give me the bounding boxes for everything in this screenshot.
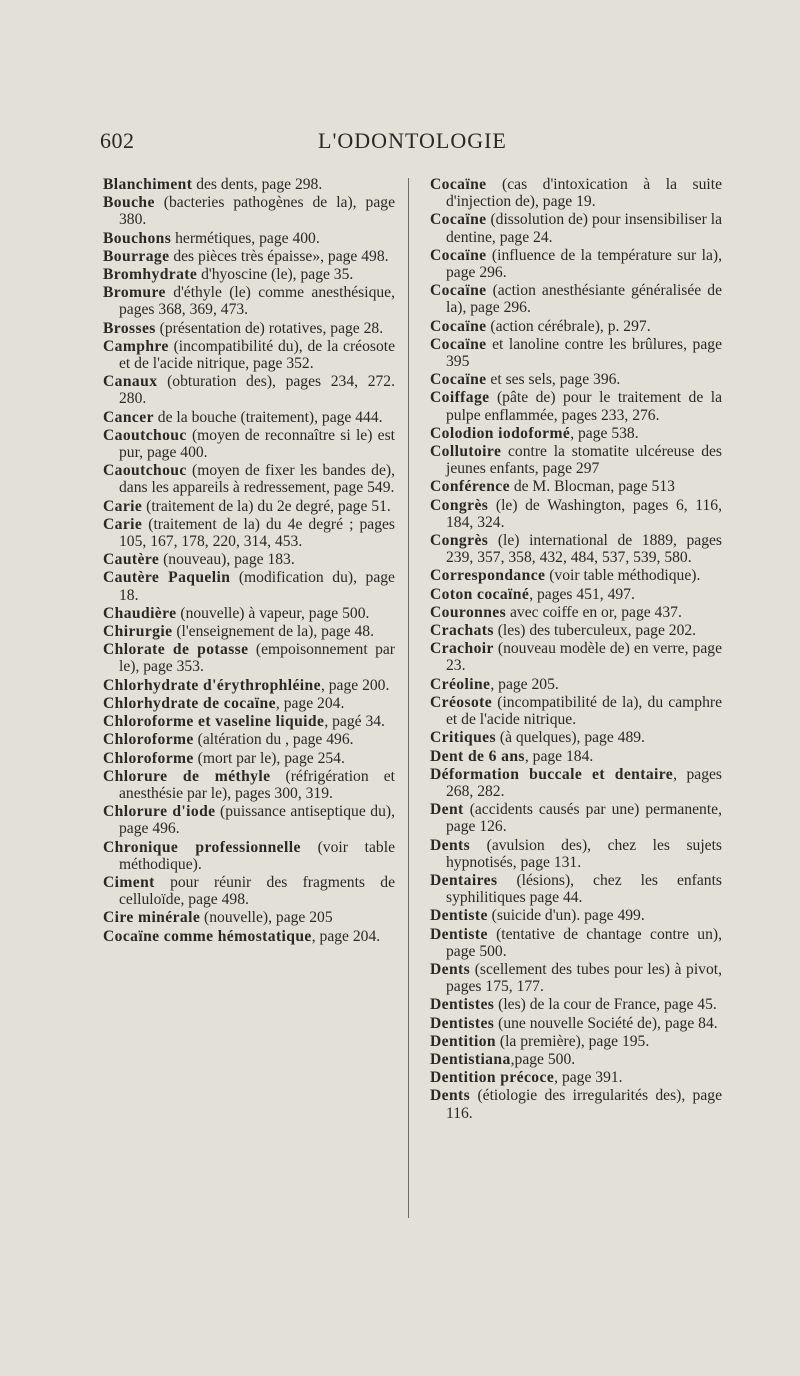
index-term: Dentaires: [430, 871, 498, 889]
index-entry: [103, 623, 395, 640]
index-entry: [430, 176, 722, 210]
index-entry: [430, 801, 722, 835]
index-reference: de la bouche (traitement), page 444.: [153, 408, 383, 426]
index-entry: [103, 248, 395, 265]
index-entry: [103, 176, 395, 193]
index-reference: (action cérébrale), p. 297.: [486, 317, 651, 335]
index-term: Caoutchouc: [103, 462, 187, 480]
index-reference: (suicide d'un). page 499.: [487, 907, 645, 925]
index-term: Cire minérale: [103, 909, 201, 927]
index-reference: d'éthyle (le) comme anesthésique, pages 368, 369, 473.: [119, 284, 395, 319]
index-reference: (incompatibilité du), de la créosote et de l'acide nitrique, page 352.: [119, 337, 395, 373]
index-reference: de M. Blocman, page 513: [509, 478, 675, 496]
index-term: Cocaïne: [430, 282, 487, 300]
index-reference: , page 205.: [490, 675, 559, 693]
index-term: Cocaïne comme hémostatique: [103, 927, 312, 945]
index-term: Brosses: [103, 319, 156, 337]
index-reference: ,page 500.: [510, 1050, 576, 1068]
running-title: L'ODONTOLOGIE: [318, 128, 507, 153]
index-reference: (lésions), chez les enfants syphilitiques page 44.: [446, 871, 722, 907]
index-entry: [430, 907, 722, 924]
index-reference: (traitement de la) du 2e degré, page 51.: [142, 497, 391, 515]
index-entry: [430, 694, 722, 728]
index-term: Chlorhydrate de cocaïne: [103, 694, 276, 712]
index-term: Chronique professionnelle: [103, 838, 301, 856]
index-term: Bouchons: [103, 229, 172, 247]
index-term: Congrès: [430, 532, 489, 550]
index-term: Dent: [430, 801, 464, 819]
index-term: Coiffage: [430, 389, 490, 407]
index-entry: [103, 713, 395, 730]
index-term: Dentistiana: [430, 1050, 511, 1068]
index-term: Camphre: [103, 337, 169, 355]
index-term: Chlorure d'iode: [103, 803, 216, 821]
index-reference: (voir table méthodique).: [119, 838, 395, 873]
index-entry: [103, 498, 395, 515]
index-entry: [430, 247, 722, 281]
index-term: Dent de 6 ans: [430, 747, 525, 765]
index-reference: d'hyoscine (le), page 35.: [197, 266, 354, 284]
index-reference: (nouveau), page 183.: [159, 551, 295, 569]
index-reference: (étiologie des irregularités des), page 116.: [446, 1087, 722, 1122]
index-term: Chloroforme et vaseline liquide: [103, 713, 325, 731]
index-entry: [430, 336, 722, 370]
index-entry: [430, 1051, 722, 1068]
index-entry: [103, 230, 395, 247]
index-reference: (accidents causés par une) permanente, page 126.: [446, 801, 722, 836]
index-reference: (le) de Washington, pages 6, 116, 184, 324.: [446, 496, 722, 531]
index-term: Chlorure de méthyle: [103, 767, 271, 785]
index-entry: [430, 478, 722, 495]
index-entry: [103, 569, 395, 603]
index-reference: (l'enseignement de la), page 48.: [172, 623, 374, 641]
index-reference: pour réunir des fragments de celluloïde, page 498.: [119, 873, 395, 909]
index-term: Crachoir: [430, 640, 494, 658]
index-entry: [103, 320, 395, 337]
index-entry: [430, 640, 722, 674]
page-header: [0, 128, 800, 168]
index-reference: hermétiques, page 400.: [171, 229, 320, 247]
index-entry: [430, 371, 722, 388]
index-term: Bromhydrate: [103, 266, 198, 284]
index-entry: [103, 695, 395, 712]
index-reference: (traitement de la) du 4e degré ; pages 105, 167, 178, 220, 314, 453.: [119, 515, 395, 551]
index-entry: [103, 462, 395, 496]
index-term: Cautère Paquelin: [103, 569, 231, 587]
index-entry: [430, 766, 722, 800]
index-entry: [103, 677, 395, 694]
index-entry: [430, 443, 722, 477]
index-term: Bourrage: [103, 247, 170, 265]
index-entry: [103, 750, 395, 767]
index-reference: (empoisonnement par le), page 353.: [119, 641, 395, 676]
index-term: Bouche: [103, 194, 155, 212]
index-term: Chlorate de potasse: [103, 641, 249, 659]
index-reference: , page 538.: [570, 424, 639, 442]
index-entry: [103, 284, 395, 318]
index-entry: [430, 586, 722, 603]
index-entry: [103, 516, 395, 550]
index-term: Caoutchouc: [103, 426, 187, 444]
index-reference: (avulsion des), chez les sujets hypnotisés, page 131.: [446, 836, 722, 871]
index-reference: (pâte de) pour le traitement de la pulpe enflammée, pages 233, 276.: [446, 389, 722, 424]
index-term: Coton cocaïné: [430, 585, 530, 603]
index-reference: (nouvelle) à vapeur, page 500.: [176, 604, 370, 622]
index-term: Conférence: [430, 478, 510, 496]
index-term: Chloroforme: [103, 749, 194, 767]
index-reference: (altération du , page 496.: [193, 731, 354, 749]
index-term: Dentition: [430, 1032, 496, 1050]
index-term: Créosote: [430, 693, 493, 711]
index-term: Cocaïne: [430, 317, 487, 335]
index-term: Bromure: [103, 284, 166, 302]
index-term: Cocaïne: [430, 335, 487, 353]
index-reference: avec coiffe en or, page 437.: [506, 603, 682, 621]
index-reference: (réfrigération et anesthésie par le), pages 300, 319.: [119, 767, 395, 802]
index-term: Cautère: [103, 551, 160, 569]
index-reference: contre la stomatite ulcéreuse des jeunes enfants, page 297: [446, 443, 722, 478]
index-reference: (puissance antiseptique du), page 496.: [119, 803, 395, 838]
index-term: Dentiste: [430, 925, 488, 943]
index-term: Cancer: [103, 408, 154, 426]
index-reference: (voir table méthodique).: [545, 567, 701, 585]
index-entry: [430, 996, 722, 1013]
index-term: Dents: [430, 960, 471, 978]
index-reference: , page 204.: [311, 927, 381, 945]
index-entry: [103, 427, 395, 461]
index-entry: [103, 605, 395, 622]
index-reference: (nouveau modèle de) en verre, page 23.: [446, 640, 722, 675]
index-reference: (cas d'intoxication à la suite d'injection de), page 19.: [446, 176, 722, 211]
index-term: Créoline: [430, 675, 491, 693]
index-entry: [430, 676, 722, 693]
index-entry: [430, 282, 722, 316]
index-term: Cocaïne: [430, 246, 487, 264]
index-reference: , page 200.: [320, 676, 390, 694]
page-number: 602: [100, 128, 135, 153]
index-term: Dentistes: [430, 1014, 495, 1032]
index-reference: (présentation de) rotatives, page 28.: [155, 319, 384, 337]
index-term: Chlorhydrate d'érythrophléine: [103, 676, 321, 694]
index-reference: (moyen de reconnaître si le) est pur, page 400.: [119, 426, 395, 462]
index-reference: , pages 268, 282.: [446, 765, 722, 800]
index-reference: (la première), page 195.: [495, 1032, 650, 1050]
index-entry: [103, 731, 395, 748]
index-term: Carie: [103, 515, 143, 533]
index-reference: (action anesthésiante généralisée de la), page 296.: [446, 282, 722, 317]
index-reference: , page 204.: [275, 694, 345, 712]
index-reference: (nouvelle), page 205: [200, 909, 333, 927]
index-term: Congrès: [430, 496, 489, 514]
index-reference: (le) international de 1889, pages 239, 357, 358, 432, 484, 537, 539, 580.: [446, 532, 722, 567]
index-reference: , pagé 34.: [324, 713, 385, 731]
index-reference: (scellement des tubes pour les) à pivot, pages 175, 177.: [446, 960, 722, 996]
index-term: Colodion iodoformé: [430, 424, 571, 442]
index-reference: , pages 451, 497.: [529, 585, 635, 603]
index-term: Déformation buccale et dentaire: [430, 765, 674, 783]
column-divider: [408, 178, 409, 1218]
index-reference: (dissolution de) pour insensibiliser la dentine, page 24.: [446, 211, 722, 246]
index-entry: [103, 909, 395, 926]
index-term: Dentistes: [430, 996, 495, 1014]
index-entry: [430, 837, 722, 871]
index-term: Collutoire: [430, 443, 502, 461]
index-entry: [430, 1033, 722, 1050]
index-entry: [430, 1087, 722, 1121]
index-term: Chloroforme: [103, 731, 194, 749]
index-entry: [430, 1069, 722, 1086]
index-term: Couronnes: [430, 603, 507, 621]
index-term: Cocaïne: [430, 211, 487, 229]
index-term: Dents: [430, 1087, 471, 1105]
index-entry: [103, 194, 395, 228]
index-entry: [103, 768, 395, 802]
index-term: Cocaïne: [430, 371, 487, 389]
index-entry: [103, 551, 395, 568]
index-reference: et ses sels, page 396.: [486, 371, 621, 389]
index-reference: (bacteries pathogènes de la), page 380.: [119, 194, 395, 229]
index-reference: , page 184.: [524, 747, 594, 765]
index-entry: [430, 567, 722, 584]
index-column-right: [430, 176, 722, 1123]
index-reference: , page 391.: [554, 1069, 623, 1087]
index-entry: [430, 1015, 722, 1032]
index-entry: [103, 338, 395, 372]
index-entry: [103, 266, 395, 283]
index-reference: et lanoline contre les brûlures, page 395: [446, 335, 722, 371]
index-entry: [430, 389, 722, 423]
index-term: Chaudière: [103, 604, 177, 622]
index-reference: (mort par le), page 254.: [193, 749, 345, 767]
index-reference: (modification du), page 18.: [119, 569, 395, 604]
index-reference: (obturation des), pages 234, 272. 280.: [119, 373, 395, 408]
index-term: Dentition précoce: [430, 1069, 555, 1087]
index-entry: [430, 926, 722, 960]
index-entry: [430, 318, 722, 335]
index-entry: [430, 532, 722, 566]
index-column-left: [103, 176, 395, 946]
index-reference: (incompatibilité de la), du camphre et de l'acide nitrique.: [446, 693, 722, 729]
index-entry: [430, 729, 722, 746]
index-term: Dents: [430, 836, 471, 854]
index-entry: [103, 641, 395, 675]
index-term: Blanchiment: [103, 176, 193, 193]
index-entry: [430, 622, 722, 639]
index-entry: [430, 748, 722, 765]
index-entry: [103, 928, 395, 945]
index-term: Correspondance: [430, 567, 546, 585]
index-entry: [430, 961, 722, 995]
index-reference: (les) de la cour de France, page 45.: [494, 996, 717, 1014]
index-term: Crachats: [430, 622, 494, 640]
index-reference: (influence de la température sur la), page 296.: [446, 246, 722, 282]
index-term: Dentiste: [430, 907, 488, 925]
index-entry: [430, 497, 722, 531]
index-term: Carie: [103, 497, 143, 515]
index-entry: [103, 409, 395, 426]
index-term: Canaux: [103, 373, 158, 391]
index-term: Ciment: [103, 873, 155, 891]
index-entry: [103, 874, 395, 908]
index-entry: [430, 604, 722, 621]
index-entry: [430, 211, 722, 245]
index-entry: [103, 803, 395, 837]
index-reference: (à quelques), page 489.: [495, 729, 645, 747]
index-reference: (une nouvelle Société de), page 84.: [494, 1014, 718, 1032]
index-reference: des dents, page 298.: [192, 176, 323, 193]
index-reference: (tentative de chantage contre un), page 500.: [446, 925, 722, 960]
index-term: Critiques: [430, 729, 496, 747]
index-entry: [430, 872, 722, 906]
index-reference: des pièces très épaisse», page 498.: [169, 247, 389, 265]
index-term: Cocaïne: [430, 176, 487, 193]
index-term: Chirurgie: [103, 623, 173, 641]
index-entry: [430, 425, 722, 442]
index-entry: [103, 373, 395, 407]
index-reference: (les) des tuberculeux, page 202.: [493, 622, 697, 640]
index-reference: (moyen de fixer les bandes de), dans les appareils à redressement, page 549.: [119, 462, 395, 497]
index-entry: [103, 839, 395, 873]
